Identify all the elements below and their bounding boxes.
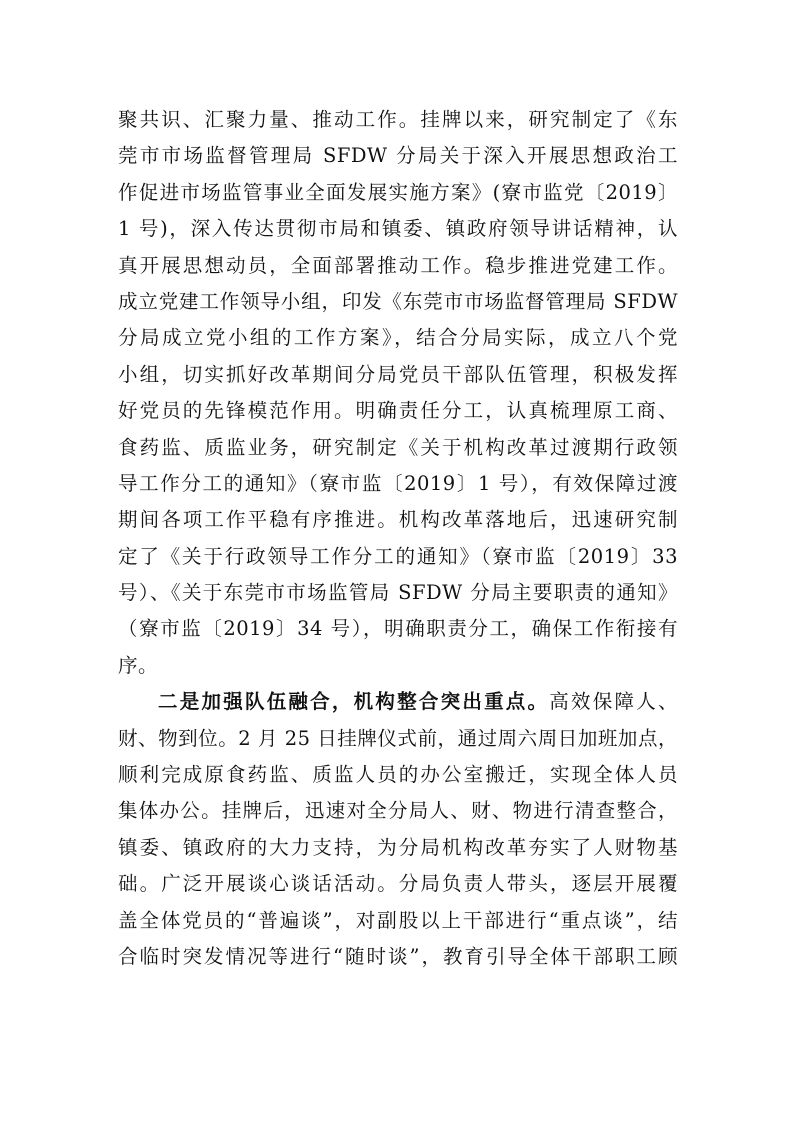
paragraph-first-line [118,684,678,720]
text-line: 础。广泛开展谈心谈话活动。分局负责人带头，逐层开展覆 [118,872,678,896]
paragraph-1 [118,102,678,684]
text-line: 聚共识、汇聚力量、推动工作。挂牌以来，研究制定了《东 [118,108,678,131]
text-line: （寮市监〔2019〕34 号），明确职责分工，确保工作衔接有 [118,617,678,641]
text-line: 集体办公。挂牌后，迅速对全分局人、财、物进行清查整合， [118,799,678,823]
text-line: 1 号)，深入传达贯彻市局和镇委、镇政府领导讲话精神，认 [118,217,678,241]
text-line: 莞市市场监督管理局 SFDW 分局关于深入开展思想政治工 [118,144,678,168]
text-line: 序。 [118,653,159,677]
text-line: 导工作分工的通知》（寮市监〔2019〕1 号），有效保障过渡 [118,471,678,495]
text-line: 合临时突发情况等进行“随时谈”，教育引导全体干部职工顾 [118,944,678,968]
text-line: 成立党建工作领导小组，印发《东莞市市场监督管理局 SFDW [118,289,678,313]
paragraph-2 [118,684,678,975]
text-line: 真开展思想动员，全面部署推动工作。稳步推进党建工作。 [118,253,678,277]
text-line: 食药监、质监业务，研究制定《关于机构改革过渡期行政领 [118,435,678,459]
section-heading: 二是加强队伍融合，机构整合突出重点。 [158,690,550,714]
text-line: 好党员的先锋模范作用。明确责任分工，认真梳理原工商、 [118,399,678,423]
text-line: 分局成立党小组的工作方案》，结合分局实际，成立八个党 [118,326,678,350]
text-line: 小组，切实抓好改革期间分局党员干部队伍管理，积极发挥 [118,362,678,386]
document-page [118,102,678,975]
text-line: 镇委、镇政府的大力支持，为分局机构改革夯实了人财物基 [118,835,678,859]
text-line: 号）、《关于东莞市市场监管局 SFDW 分局主要职责的通知》 [118,581,678,605]
text-line: 作促进市场监管事业全面发展实施方案》(寮市监党〔2019〕 [118,180,678,204]
text-line: 盖全体党员的“普遍谈”，对副股以上干部进行“重点谈”，结 [118,908,678,932]
text-line: 顺利完成原食药监、质监人员的办公室搬迁，实现全体人员 [118,763,678,787]
text-line: 定了《关于行政领导工作分工的通知》（寮市监〔2019〕33 [118,544,678,568]
text-line: 财、物到位。2 月 25 日挂牌仪式前，通过周六周日加班加点， [118,726,678,750]
text-fragment: 高效保障人、 [549,690,678,714]
text-line: 期间各项工作平稳有序推进。机构改革落地后，迅速研究制 [118,508,678,532]
